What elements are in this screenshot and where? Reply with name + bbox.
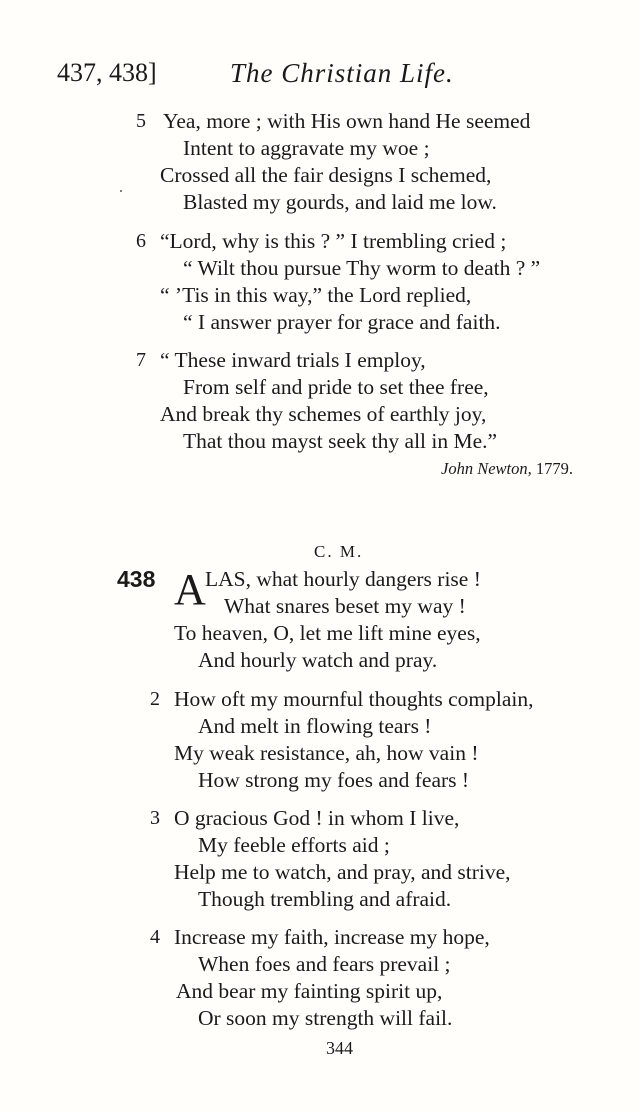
author-year: 1779. [535,459,573,478]
author-credit [441,459,573,479]
verse-line: My weak resistance, ah, how vain ! [174,741,479,765]
verse-line: O gracious God ! in whom I live, [174,806,460,830]
hymn-meter: C. M. [314,542,364,561]
verse-line: My feeble efforts aid ; [198,833,390,857]
verse-line: And bear my fainting spirit up, [176,979,443,1003]
verse-line: And melt in flowing tears ! [198,714,432,738]
verse-number: 6 [136,230,146,252]
verse-line: “ Wilt thou pursue Thy worm to death ? ” [183,256,541,280]
verse-line: How oft my mournful thoughts complain, [174,687,534,711]
verse-line: Though trembling and afraid. [198,887,452,911]
verse-line: How strong my foes and fears ! [198,768,470,792]
hymn-number: 438 [117,566,156,592]
verse-line: LAS, what hourly dangers rise ! [205,567,481,591]
drop-cap: A [174,565,206,614]
verse-line: “Lord, why is this ? ” I trembling cried ; [160,229,507,253]
verse-number: 3 [150,807,160,829]
verse-number: 5 [136,110,146,132]
verse-line: Help me to watch, and pray, and strive, [174,860,511,884]
verse-line: And hourly watch and pray. [198,648,438,672]
verse-number: 4 [150,926,160,948]
page-number: 344 [326,1038,353,1058]
verse-line: “ ’Tis in this way,” the Lord replied, [160,283,472,307]
author-name: John Newton, [441,459,532,478]
verse-line: What snares beset my way ! [224,594,466,618]
verse-line: Or soon my strength will fail. [198,1006,453,1030]
verse-line: Blasted my gourds, and laid me low. [183,190,497,214]
verse-line: That thou mayst seek thy all in Me.” [183,429,498,453]
header-title: The Christian Life. [230,58,454,88]
verse-line: From self and pride to set thee free, [183,375,489,399]
verse-line: Yea, more ; with His own hand He seemed [163,109,531,133]
verse-line: Crossed all the fair designs I schemed, [160,163,492,187]
verse-number: 7 [136,349,146,371]
verse-line: Intent to aggravate my woe ; [183,136,430,160]
verse-number: 2 [150,688,160,710]
verse-line: When foes and fears prevail ; [198,952,451,976]
verse-line: And break thy schemes of earthly joy, [160,402,487,426]
header-page-numbers: 437, 438] [57,58,157,87]
verse-line: “ These inward trials I employ, [160,348,426,372]
verse-line: Increase my faith, increase my hope, [174,925,490,949]
verse-line: To heaven, O, let me lift mine eyes, [174,621,481,645]
verse-line: “ I answer prayer for grace and faith. [183,310,501,334]
print-speck [120,190,122,192]
